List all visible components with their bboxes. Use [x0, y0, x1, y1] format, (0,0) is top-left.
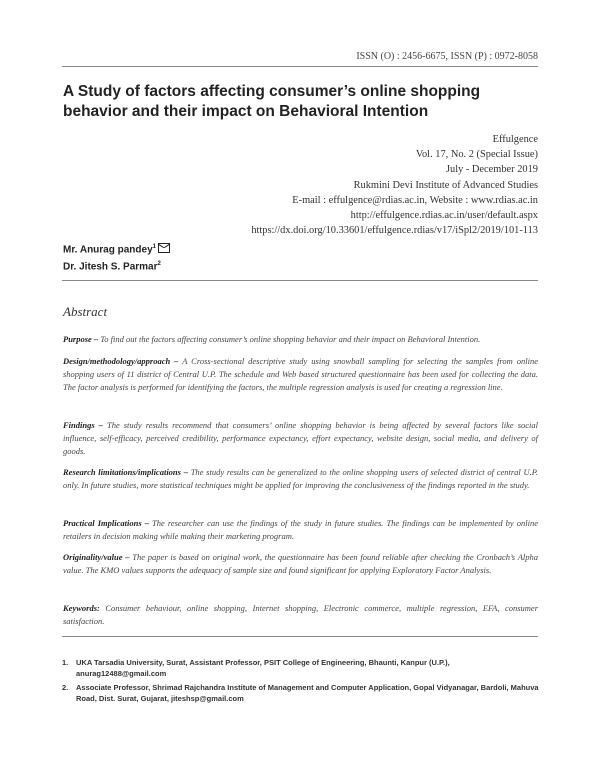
abstract-limitations	[63, 466, 538, 492]
abstract-practical	[63, 517, 538, 543]
abstract-findings	[63, 419, 538, 458]
author-affiliation-mark: 1	[152, 244, 156, 250]
header-divider	[62, 66, 538, 67]
author-list	[63, 240, 170, 275]
abstract-heading: Abstract	[63, 304, 108, 319]
journal-info	[251, 132, 538, 238]
section-text: The researcher can use the findings of the study in future studies. The findings can be implemented by online retailers in decision making while making their marketing program.	[63, 518, 539, 541]
author-name: Mr. Anurag pandey	[63, 244, 153, 256]
mail-icon[interactable]	[158, 243, 170, 253]
author-2	[63, 257, 170, 274]
footnotes	[62, 657, 542, 707]
footnote-2	[62, 682, 542, 705]
section-label: Findings –	[63, 420, 103, 430]
journal-volume: Vol. 17, No. 2 (Special Issue)	[415, 149, 538, 161]
section-label: Practical Implications –	[63, 518, 149, 528]
journal-doi[interactable]: https://dx.doi.org/10.33601/effulgence.rdias/v17/iSpl2/2019/101-113	[251, 225, 538, 237]
abstract-purpose	[63, 333, 538, 346]
author-affiliation-mark: 2	[157, 261, 161, 268]
section-label: Keywords:	[63, 603, 100, 613]
section-label: Research limitations/implications –	[63, 467, 188, 477]
issn-header: ISSN (O) : 2456-6675, ISSN (P) : 0972-8058	[356, 51, 538, 62]
footnote-text: Associate Professor, Shrimad Rajchandra Institute of Management and Computer Application, Gopal Vidyanagar, Bardoli, Mahuva Road, Dist. Surat, Gujarat, jiteshsp@gmail.com	[76, 682, 539, 704]
footnote-number: 1.	[62, 658, 69, 667]
section-label: Purpose –	[63, 334, 99, 344]
section-text: A Cross-sectional descriptive study using snowball sampling for selecting the samples from online shopping users of 11 district of Central U.P. The schedule and Web based structured questionnaire has been used for collecting the data. The factor analysis is performed for identifying the factors, the multiple regression analysis is used for creating a regression line.	[63, 356, 538, 392]
section-label: Originality/value –	[63, 552, 130, 562]
journal-date: July - December 2019	[445, 164, 538, 176]
abstract-keywords	[63, 602, 538, 628]
footnote-text: UKA Tarsadia University, Surat, Assistant Professor, PSIT College of Engineering, Bhaunti, Kanpur (U.P.), anurag12488@gmail.com	[76, 658, 450, 679]
author-1	[63, 240, 170, 257]
abstract-originality	[63, 551, 538, 577]
section-label: Design/methodology/approach –	[63, 356, 179, 366]
section-text: Consumer behaviour, online shopping, Internet shopping, Electronic commerce, multiple regression, EFA, consumer satisfaction.	[63, 603, 538, 626]
section-text: The study results can be generalized to the online shopping users of selected district of central U.P. only. In future studies, more statistical techniques might be applied for improving the conclusiveness of the findings reported in the study.	[63, 467, 538, 490]
author-name: Dr. Jitesh S. Parmar	[63, 261, 158, 273]
section-text: To find out the factors affecting consumer’s online shopping behavior and their impact on Behavioral Intention.	[100, 334, 481, 344]
section-divider	[62, 280, 538, 281]
paper-title: A Study of factors affecting consumer’s online shopping behavior and their impact on Behavioral Intention	[63, 83, 481, 120]
journal-publisher: Rukmini Devi Institute of Advanced Studies	[353, 179, 538, 191]
journal-contact: E-mail : effulgence@rdias.ac.in, Website : www.rdias.ac.in	[292, 194, 538, 206]
footnote-divider	[62, 636, 538, 637]
footnote-1	[62, 657, 542, 680]
journal-url[interactable]: http://effulgence.rdias.ac.in/user/default.aspx	[350, 210, 538, 222]
section-text: The study results recommend that consumers’ online shopping behavior is being affected by several factors like social influence, self-efficacy, perceived credibility, performance expectancy, effort expectancy, website design, social media, and delivery of goods.	[63, 420, 539, 456]
footnote-number: 2.	[62, 682, 69, 692]
section-text: The paper is based on original work, the questionnaire has been found reliable after checking the Cronbach’s Alpha value. The KMO values supports the adequacy of sample size and found significant for applying Exploratory Factor Analysis.	[63, 552, 538, 575]
journal-name: Effulgence	[492, 134, 538, 145]
abstract-design	[63, 355, 538, 394]
